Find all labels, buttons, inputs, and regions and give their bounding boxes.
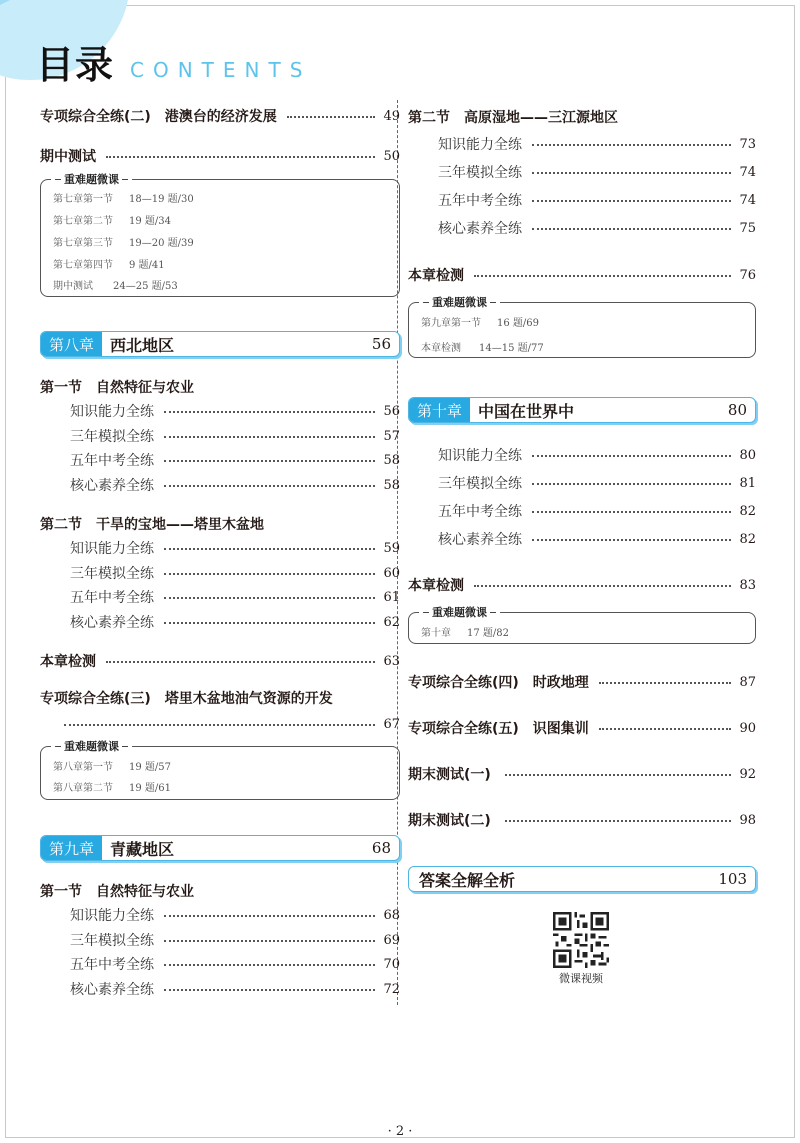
note-box: 重难题微课 第十章 17 题/82 (408, 612, 756, 644)
note-line[interactable]: 期中测试 24—25 题/53 (53, 281, 178, 292)
toc-subentry[interactable]: 三年模拟全练 57 (70, 428, 400, 445)
toc-entry[interactable]: 本章检测 76 (408, 267, 756, 284)
toc-subentry[interactable]: 知识能力全练 56 (70, 403, 400, 420)
chapter-bar[interactable]: 第八章 西北地区 56 (40, 331, 400, 357)
toc-subentry[interactable]: 五年中考全练 61 (70, 589, 400, 606)
qr-caption: 微课视频 (559, 972, 603, 985)
section-heading[interactable]: 第二节 干旱的宝地——塔里木盆地 (40, 517, 264, 533)
toc-subentry[interactable]: 五年中考全练 74 (438, 192, 756, 209)
page-number: · 2 · (387, 1124, 413, 1139)
toc-subentry[interactable]: 五年中考全练 70 (70, 956, 400, 973)
page-title: 目录 (36, 43, 115, 87)
page-header (36, 43, 312, 87)
toc-subentry[interactable]: 知识能力全练 73 (438, 136, 756, 153)
toc-subentry[interactable]: 知识能力全练 80 (438, 447, 756, 464)
toc-subentry[interactable]: 知识能力全练 59 (70, 540, 400, 557)
toc-entry-title[interactable]: 专项综合全练(三) 塔里木盆地油气资源的开发 (40, 691, 333, 707)
toc-entry[interactable]: 专项综合全练(二) 港澳台的经济发展 49 (40, 108, 400, 125)
note-line[interactable]: 第七章第三节 19—20 题/39 (53, 238, 194, 249)
toc-entry[interactable]: 本章检测 83 (408, 577, 756, 594)
toc-subentry[interactable]: 核心素养全练 62 (70, 614, 400, 631)
toc-subentry[interactable]: 五年中考全练 58 (70, 452, 400, 469)
toc-subentry[interactable]: 三年模拟全练 69 (70, 932, 400, 949)
note-line[interactable]: 本章检测 14—15 题/77 (421, 343, 544, 354)
note-line[interactable]: 第八章第一节 19 题/57 (53, 762, 171, 773)
note-line[interactable]: 第十章 17 题/82 (421, 628, 509, 639)
note-line[interactable]: 第七章第一节 18—19 题/30 (53, 194, 194, 205)
answers-bar[interactable]: 答案全解全析 103 (408, 866, 756, 892)
toc-entry[interactable]: 本章检测 63 (40, 653, 400, 670)
toc-subentry[interactable]: 三年模拟全练 74 (438, 164, 756, 181)
note-line[interactable]: 第八章第二节 19 题/61 (53, 783, 171, 794)
section-heading[interactable]: 第一节 自然特征与农业 (40, 380, 194, 396)
note-box: 重难题微课 第九章第一节 16 题/69 本章检测 14—15 题/77 (408, 302, 756, 358)
section-heading[interactable]: 第二节 高原湿地——三江源地区 (408, 110, 618, 126)
toc-entry[interactable]: 专项综合全练(五) 识图集训 90 (408, 720, 756, 737)
note-line[interactable]: 第九章第一节 16 题/69 (421, 318, 539, 329)
toc-entry-continued[interactable]: 67 (40, 714, 400, 734)
toc-subentry[interactable]: 核心素养全练 82 (438, 531, 756, 548)
toc-subentry[interactable]: 核心素养全练 72 (70, 981, 400, 998)
toc-entry[interactable]: 专项综合全练(四) 时政地理 87 (408, 674, 756, 691)
page-title-en: CONTENTS (130, 58, 312, 82)
toc-entry[interactable]: 期末测试(一) 92 (408, 766, 756, 783)
toc-subentry[interactable]: 核心素养全练 75 (438, 220, 756, 237)
qr-code-icon[interactable] (553, 912, 609, 968)
section-heading[interactable]: 第一节 自然特征与农业 (40, 884, 194, 900)
toc-subentry[interactable]: 五年中考全练 82 (438, 503, 756, 520)
note-line[interactable]: 第七章第四节 9 题/41 (53, 260, 165, 271)
chapter-bar[interactable]: 第九章 青藏地区 68 (40, 835, 400, 861)
toc-subentry[interactable]: 核心素养全练 58 (70, 477, 400, 494)
toc-subentry[interactable]: 三年模拟全练 81 (438, 475, 756, 492)
note-box: 重难题微课 第八章第一节 19 题/57 第八章第二节 19 题/61 (40, 746, 400, 800)
toc-entry[interactable]: 期末测试(二) 98 (408, 812, 756, 829)
note-box: 重难题微课 第七章第一节 18—19 题/30 第七章第二节 19 题/34 第七章第三节 19—20 题/39 第七章第四节 9 题/41 期中测试 24—25 题/53 (40, 179, 400, 297)
toc-subentry[interactable]: 三年模拟全练 60 (70, 565, 400, 582)
toc-entry[interactable]: 期中测试 50 (40, 148, 400, 165)
note-line[interactable]: 第七章第二节 19 题/34 (53, 216, 171, 227)
chapter-bar[interactable]: 第十章 中国在世界中 80 (408, 397, 756, 423)
toc-subentry[interactable]: 知识能力全练 68 (70, 907, 400, 924)
